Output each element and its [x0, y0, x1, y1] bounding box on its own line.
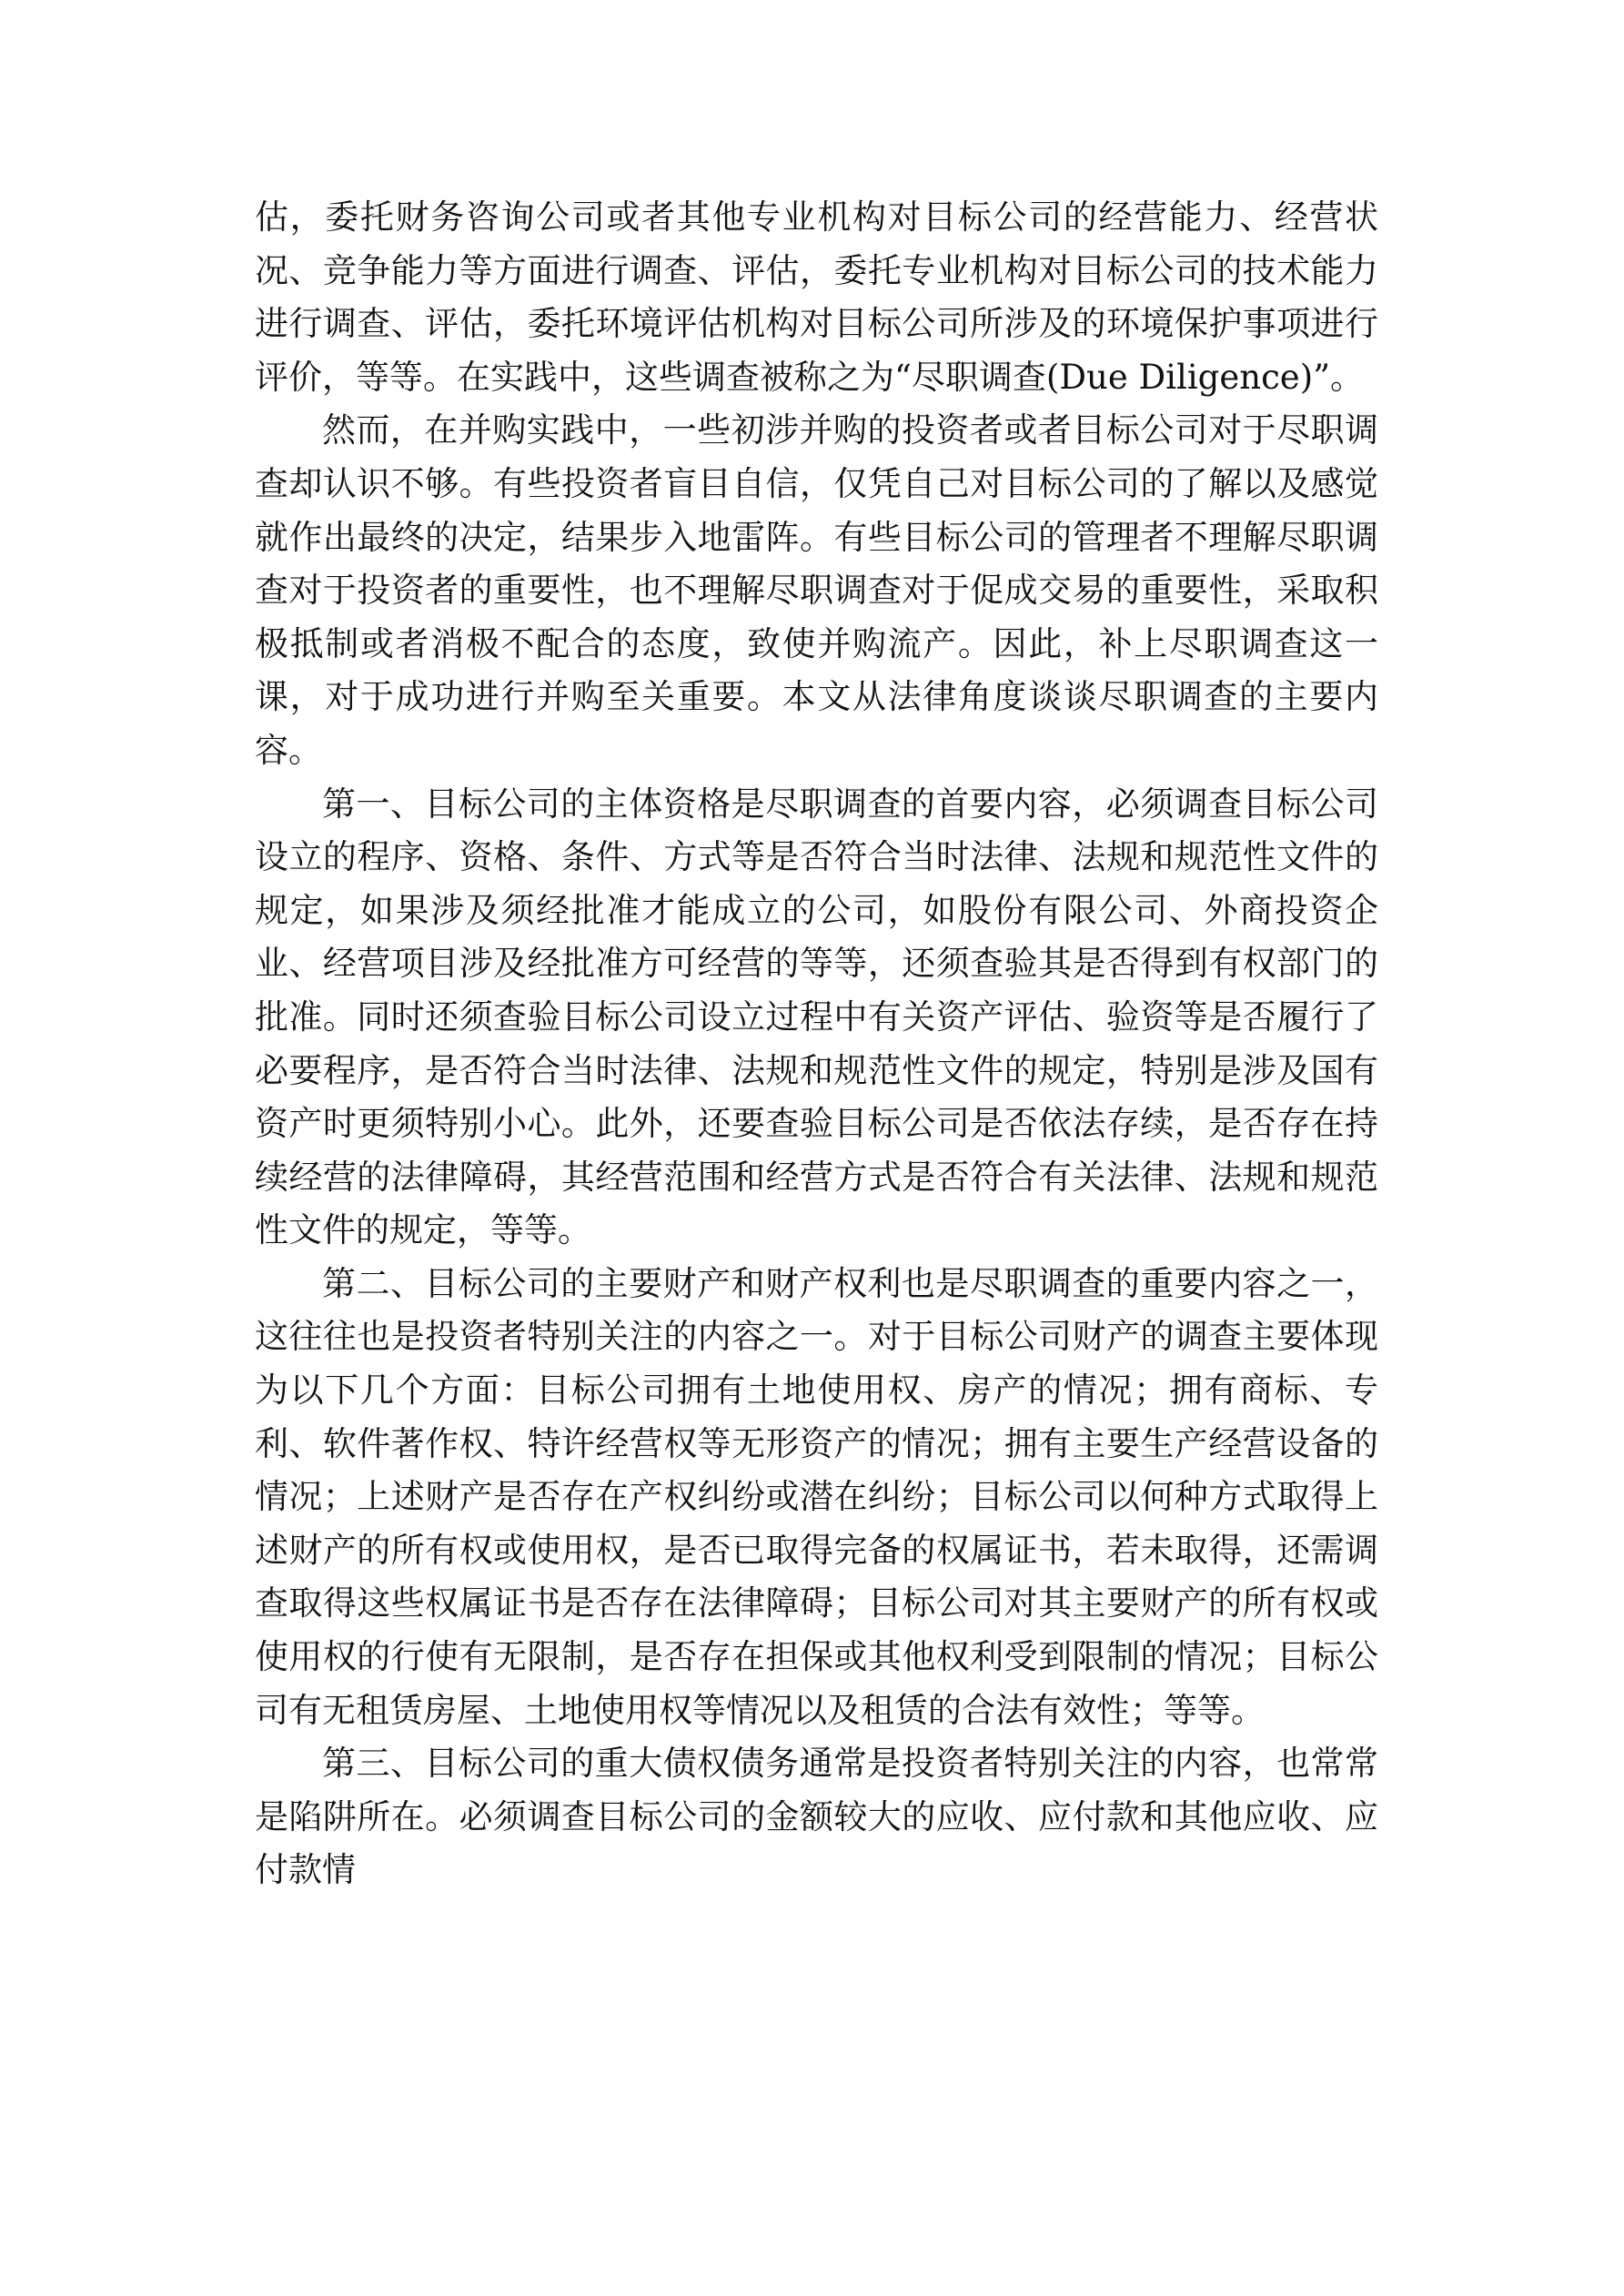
document-body	[255, 191, 1378, 1897]
paragraph-1: 估，委托财务咨询公司或者其他专业机构对目标公司的经营能力、经营状况、竞争能力等方面进行调查、评估，委托专业机构对目标公司的技术能力进行调查、评估，委托环境评估机构对目标公司所涉及的环境保护事项进行评价，等等。在实践中，这些调查被称之为“尽职调查(Due Diligence)”。	[255, 197, 1378, 397]
paragraph-3: 第一、目标公司的主体资格是尽职调查的首要内容，必须调查目标公司设立的程序、资格、条件、方式等是否符合当时法律、法规和规范性文件的规定，如果涉及须经批准才能成立的公司，如股份有限公司、外商投资企业、经营项目涉及经批准方可经营的等等，还须查验其是否得到有权部门的批准。同时还须查验目标公司设立过程中有关资产评估、验资等是否履行了必要程序，是否符合当时法律、法规和规范性文件的规定，特别是涉及国有资产时更须特别小心。此外，还要查验目标公司是否依法存续，是否存在持续经营的法律障碍，其经营范围和经营方式是否符合有关法律、法规和规范性文件的规定，等等。	[255, 784, 1378, 1250]
paragraph-2: 然而，在并购实践中，一些初涉并购的投资者或者目标公司对于尽职调查却认识不够。有些投资者盲目自信，仅凭自己对目标公司的了解以及感觉就作出最终的决定，结果步入地雷阵。有些目标公司的管理者不理解尽职调查对于投资者的重要性，也不理解尽职调查对于促成交易的重要性，采取积极抵制或者消极不配合的态度，致使并购流产。因此，补上尽职调查这一课，对于成功进行并购至关重要。本文从法律角度谈谈尽职调查的主要内容。	[255, 410, 1378, 770]
paragraph-5: 第三、目标公司的重大债权债务通常是投资者特别关注的内容，也常常是陷阱所在。必须调查目标公司的金额较大的应收、应付款和其他应收、应付款情	[255, 1744, 1378, 1890]
paragraph-4: 第二、目标公司的主要财产和财产权利也是尽职调查的重要内容之一，这往往也是投资者特别关注的内容之一。对于目标公司财产的调查主要体现为以下几个方面：目标公司拥有土地使用权、房产的情况；拥有商标、专利、软件著作权、特许经营权等无形资产的情况；拥有主要生产经营设备的情况；上述财产是否存在产权纠纷或潜在纠纷；目标公司以何种方式取得上述财产的所有权或使用权，是否已取得完备的权属证书，若未取得，还需调查取得这些权属证书是否存在法律障碍；目标公司对其主要财产的所有权或使用权的行使有无限制，是否存在担保或其他权利受到限制的情况；目标公司有无租赁房屋、土地使用权等情况以及租赁的合法有效性；等等。	[255, 1263, 1378, 1730]
